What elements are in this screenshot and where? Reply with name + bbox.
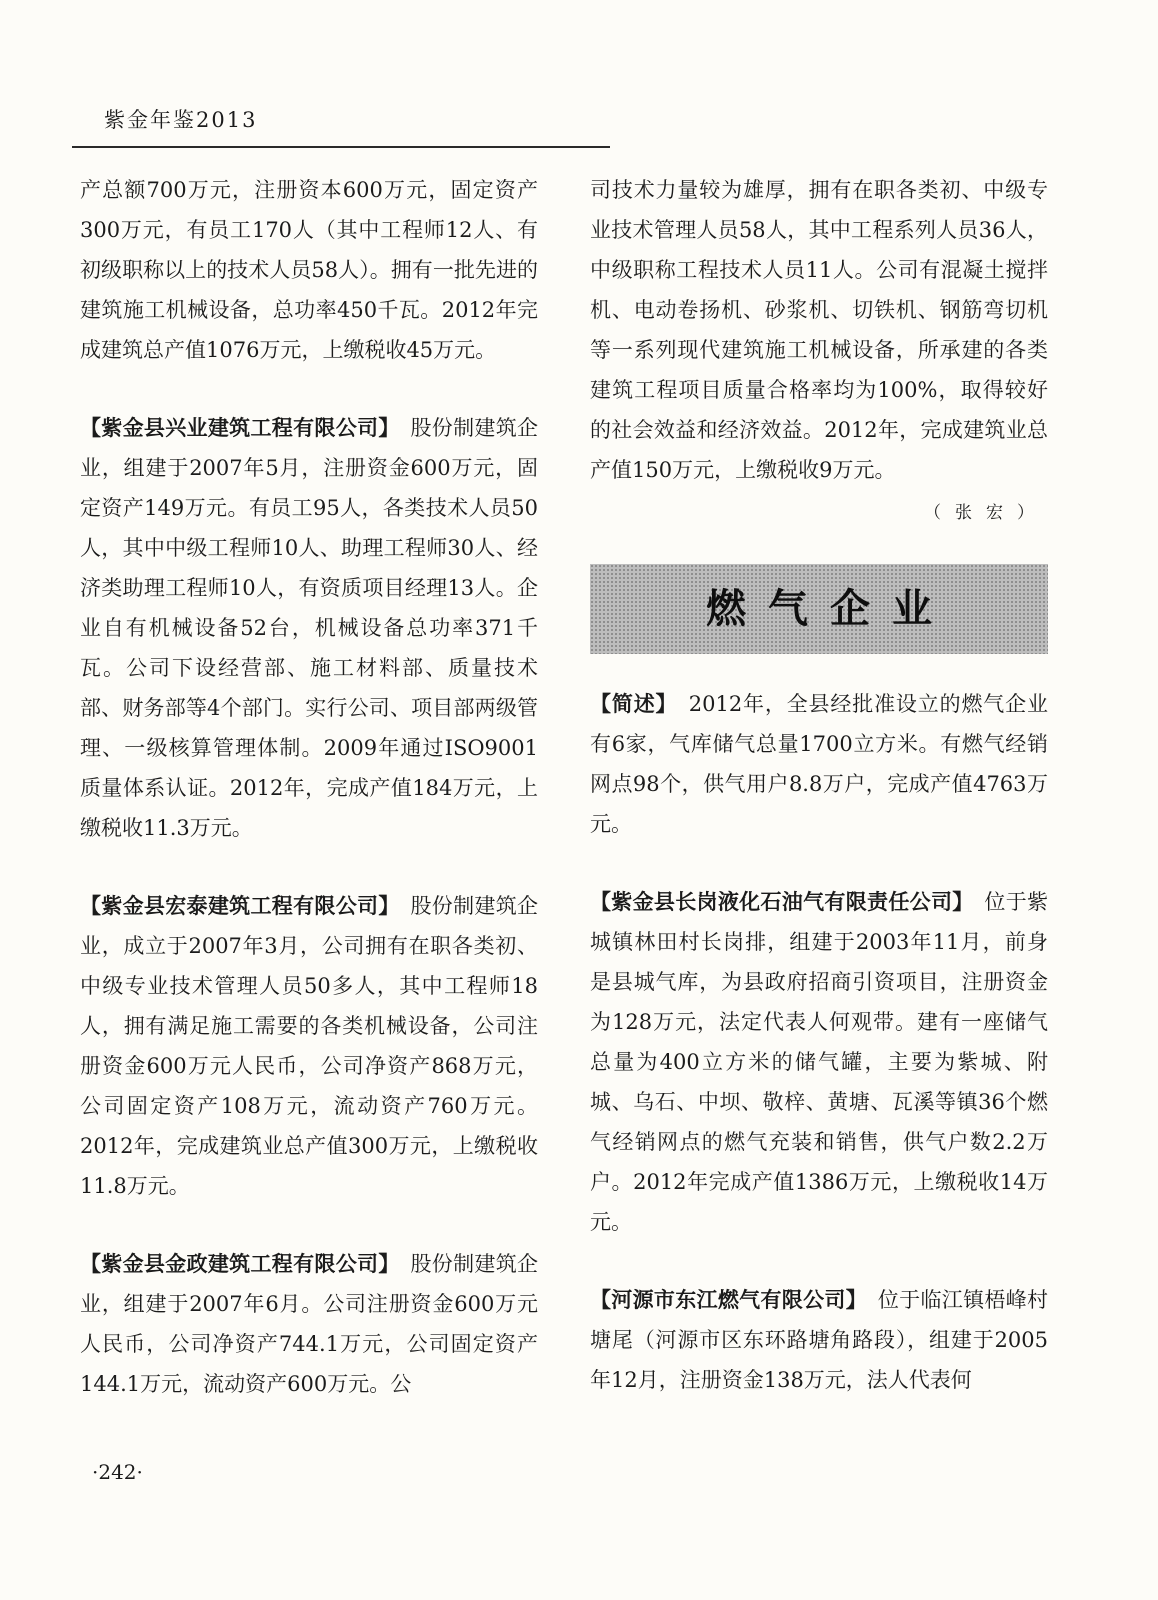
entry-continuation-right [590, 170, 1048, 490]
entry-jinzheng [80, 1244, 538, 1404]
entry-hongtai [80, 886, 538, 1206]
entry-body-changgang: 位于紫城镇林田村长岗排，组建于2003年11月，前身是县城气库，为县政府招商引资项目，注册资金为128万元，法定代表人何观带。建有一座储气总量为400立方米的储气罐，主要为紫城、附城、乌石、中坝、敬梓、黄塘、瓦溪等镇36个燃气经销网点的燃气充装和销售，供气户数2.2万户。2012年完成产值1386万元，上缴税收14万元。 [590, 890, 1049, 1234]
entry-changgang [590, 882, 1048, 1242]
entry-title-hongtai: 【紫金县宏泰建筑工程有限公司】 [80, 894, 390, 918]
header-rule [72, 146, 610, 148]
entry-continuation-left [80, 170, 538, 370]
left-column [80, 170, 538, 1404]
entry-title-overview: 【简述】 [590, 692, 667, 716]
entry-body: 产总额700万元，注册资本600万元，固定资产300万元，有员工170人（其中工程师12人、有初级职称以上的技术人员58人）。拥有一批先进的建筑施工机械设备，总功率450千瓦。2012年完成建筑总产值1076万元，上缴税收45万元。 [80, 178, 538, 362]
entry-body-continuation: 司技术力量较为雄厚，拥有在职各类初、中级专业技术管理人员58人，其中工程系列人员36人，中级职称工程技术人员11人。公司有混凝土搅拌机、电动卷扬机、砂浆机、切铁机、钢筋弯切机等一系列现代建筑施工机械设备，所承建的各类建筑工程项目质量合格率均为100%，取得较好的社会效益和经济效益。2012年，完成建筑业总产值150万元，上缴税收9万元。 [590, 178, 1048, 482]
entry-body-xingye: 股份制建筑企业，组建于2007年5月，注册资金600万元，固定资产149万元。有员工95人，各类技术人员50人，其中中级工程师10人、助理工程师30人、经济类助理工程师10人，有资质项目经理13人。企业自有机械设备52台，机械设备总功率371千瓦。公司下设经营部、施工材料部、质量技术部、财务部等4个部门。实行公司、项目部两级管理、一级核算管理体制。2009年通过ISO9001质量体系认证。2012年，完成产值184万元，上缴税收11.3万元。 [80, 416, 539, 840]
entry-xingye [80, 408, 538, 848]
entry-body-dongjiang: 位于临江镇梧峰村塘尾（河源市区东环路塘角路段），组建于2005年12月，注册资金138万元，法人代表何 [590, 1288, 1049, 1392]
entry-dongjiang [590, 1280, 1048, 1400]
section-heading: 燃气企业 [706, 586, 954, 632]
section-heading-banner [590, 564, 1048, 654]
page-number: ·242· [92, 1460, 143, 1484]
author-credit: （张宏） [924, 503, 1048, 523]
entry-title-xingye: 【紫金县兴业建筑工程有限公司】 [80, 416, 390, 440]
entry-title-dongjiang: 【河源市东江燃气有限公司】 [590, 1288, 857, 1312]
entry-body-hongtai: 股份制建筑企业，成立于2007年3月，公司拥有在职各类初、中级专业技术管理人员50多人，其中工程师18人，拥有满足施工需要的各类机械设备，公司注册资金600万元人民币，公司净资产868万元，公司固定资产108万元，流动资产760万元。2012年，完成建筑业总产值300万元，上缴税收11.8万元。 [80, 894, 539, 1198]
right-column [590, 170, 1048, 1400]
entry-body-jinzheng: 股份制建筑企业，组建于2007年6月。公司注册资金600万元人民币，公司净资产744.1万元，公司固定资产144.1万元，流动资产600万元。公 [80, 1252, 539, 1396]
entry-title-jinzheng: 【紫金县金政建筑工程有限公司】 [80, 1252, 390, 1276]
running-header: 紫金年鉴2013 [104, 108, 258, 132]
entry-body-overview: 2012年，全县经批准设立的燃气企业有6家，气库储气总量1700立方米。有燃气经销网点98个，供气用户8.8万户，完成产值4763万元。 [590, 692, 1049, 836]
entry-title-changgang: 【紫金县长岗液化石油气有限责任公司】 [590, 890, 964, 914]
entry-overview [590, 684, 1048, 844]
